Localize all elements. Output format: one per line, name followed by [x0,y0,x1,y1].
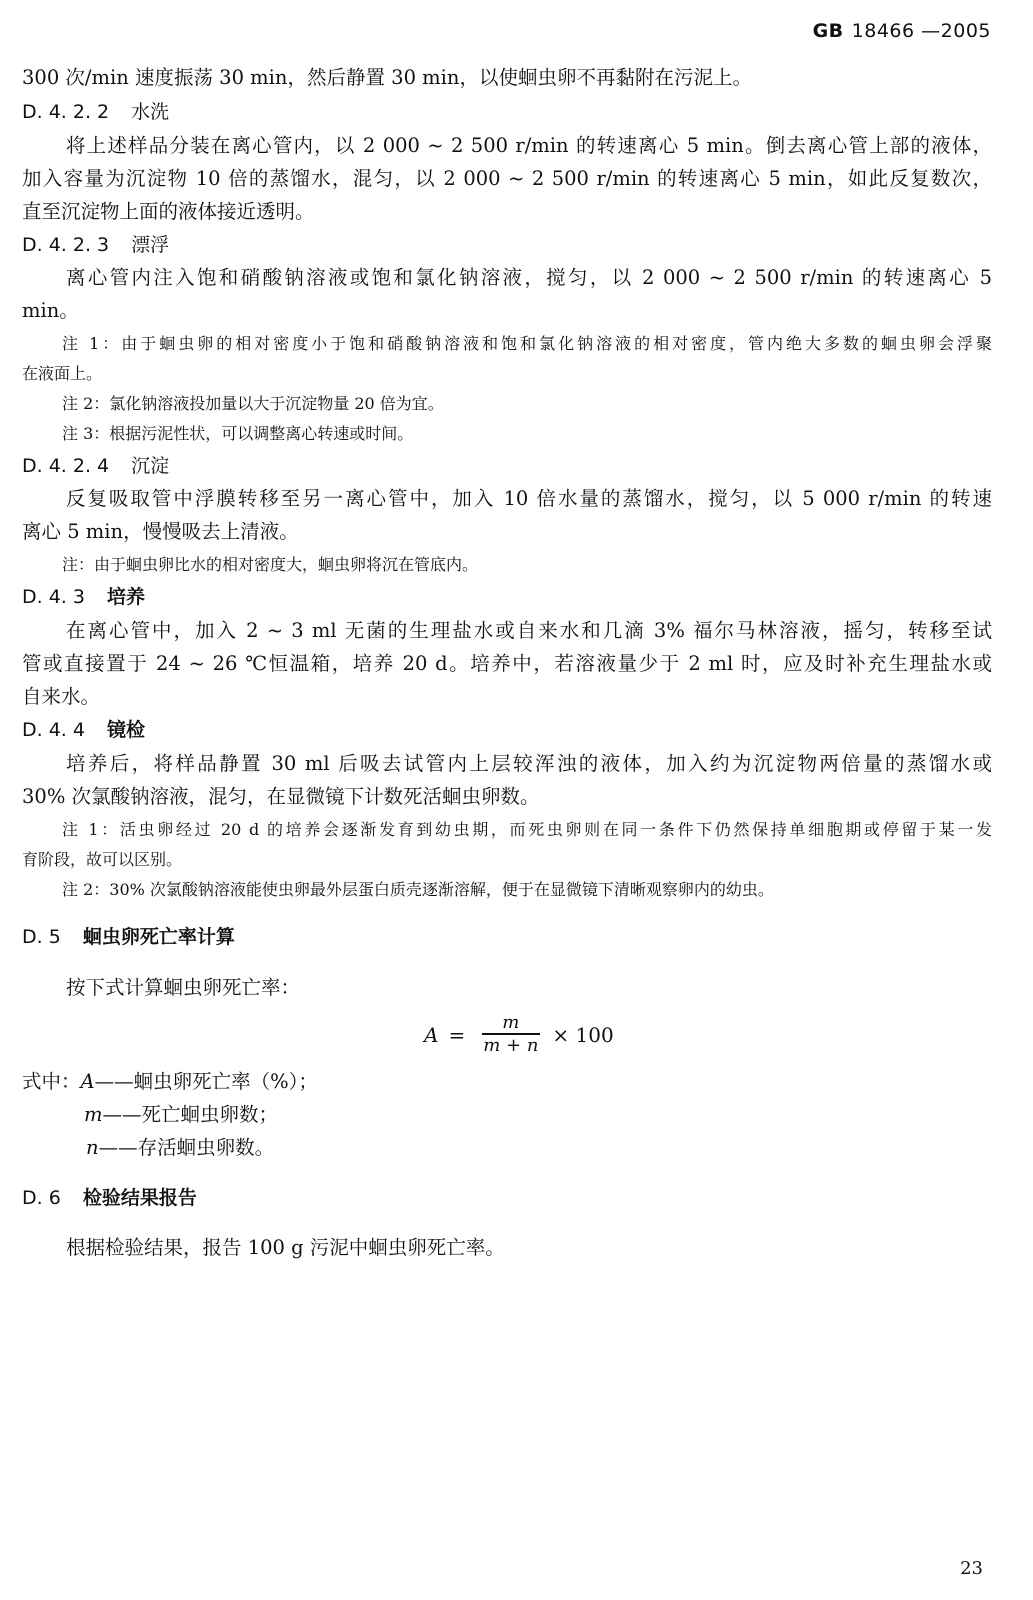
note-line: 注 2：30% 次氯酸钠溶液能使虫卵最外层蛋白质壳逐渐溶解，便于在显微镜下清晰观察卵内的幼虫。 [62,880,774,899]
standard-number [813,20,991,42]
paragraph-line: 管或直接置于 24 ~ 26 ℃恒温箱，培养 20 d。培养中，若溶液量少于 2 ml 时，应及时补充生理盐水或 [22,652,992,675]
formula-numerator: m [502,1012,520,1034]
symbol-a-desc: ——蛔虫卵死亡率（%）； [94,1070,318,1093]
section-number: D. 6 [22,1187,61,1209]
section-number: D. 4. 2. 3 [22,234,110,256]
section-heading-d4-3 [22,585,145,609]
section-title: 漂浮 [131,234,170,256]
paragraph-line: 反复吸取管中浮膜转移至另一离心管中，加入 10 倍水量的蒸馏水，搅匀，以 5 000 r/min 的转速 [66,487,992,510]
symbol-m-desc: ——死亡蛔虫卵数； [102,1103,279,1126]
paragraph-line: 30% 次氯酸钠溶液，混匀，在显微镜下计数死活蛔虫卵数。 [22,785,540,808]
section-title: 沉淀 [131,455,170,477]
note-line: 在液面上。 [22,364,103,383]
formula-equals: = [448,1023,466,1047]
where-line-n [86,1136,274,1160]
note-line: 注 2：氯化钠溶液投加量以大于沉淀物量 20 倍为宜。 [62,394,444,413]
standard-code: 18466 —2005 [851,20,991,42]
note-line: 注：由于蛔虫卵比水的相对密度大，蛔虫卵将沉在管底内。 [62,555,479,574]
paragraph-line: 加入容量为沉淀物 10 倍的蒸馏水，混匀，以 2 000 ~ 2 500 r/min 的转速离心 5 min，如此反复数次， [22,167,992,190]
formula-lhs: A [424,1023,439,1047]
section-number: D. 4. 2. 4 [22,455,110,477]
section-heading-d4-4 [22,718,145,742]
paragraph-line: 自来水。 [22,685,101,708]
section-number: D. 4. 4 [22,719,85,741]
where-line-m [84,1103,278,1127]
paragraph-line: 培养后，将样品静置 30 ml 后吸去试管内上层较浑浊的液体，加入约为沉淀物两倍量的蒸馏水或 [66,752,992,775]
note-line: 育阶段，故可以区别。 [22,850,183,869]
formula-fraction [479,1013,542,1057]
symbol-n-desc: ——存活蛔虫卵数。 [98,1136,275,1159]
note-line: 注 1：由于蛔虫卵的相对密度小于饱和硝酸钠溶液和饱和氯化钠溶液的相对密度，管内绝大多数的蛔虫卵会浮聚 [62,334,992,353]
paragraph-line: 根据检验结果，报告 100 g 污泥中蛔虫卵死亡率。 [66,1236,505,1259]
standard-prefix: GB [812,20,844,42]
symbol-m: m [84,1103,103,1126]
section-title: 镜检 [106,719,145,741]
paragraph-line: 将上述样品分装在离心管内，以 2 000 ~ 2 500 r/min 的转速离心 5 min。倒去离心管上部的液体， [66,134,992,157]
paragraph-line: 离心 5 min，慢慢吸去上清液。 [22,520,299,543]
where-line-a [22,1070,318,1094]
formula-multiplier: × 100 [552,1023,614,1047]
symbol-n: n [86,1136,99,1159]
section-heading-d4-2-2 [22,100,169,124]
section-title: 培养 [106,586,145,608]
symbol-a: A [80,1070,95,1093]
paragraph-line: 在离心管中，加入 2 ~ 3 ml 无菌的生理盐水或自来水和几滴 3% 福尔马林溶液，摇匀，转移至试 [66,619,992,642]
section-number: D. 4. 2. 2 [22,101,110,123]
paragraph-line: 按下式计算蛔虫卵死亡率： [66,976,301,999]
section-number: D. 5 [22,926,61,948]
note-line: 注 1：活虫卵经过 20 d 的培养会逐渐发育到幼虫期，而死虫卵则在同一条件下仍然保持单细胞期或停留于某一发 [62,820,992,839]
section-number: D. 4. 3 [22,586,85,608]
section-heading-d4-2-3 [22,233,169,257]
paragraph-line: 300 次/min 速度振荡 30 min，然后静置 30 min，以使蛔虫卵不再黏附在污泥上。 [22,66,752,89]
paragraph-line: 直至沉淀物上面的液体接近透明。 [22,200,315,223]
section-title: 水洗 [131,101,170,123]
section-title: 检验结果报告 [82,1187,197,1209]
paragraph-line: 离心管内注入饱和硝酸钠溶液或饱和氯化钠溶液，搅匀，以 2 000 ~ 2 500 r/min 的转速离心 5 [66,266,992,289]
section-heading-d6 [22,1186,197,1210]
formula-denominator: m + n [483,1034,539,1056]
section-title: 蛔虫卵死亡率计算 [82,926,235,948]
where-prefix: 式中： [22,1070,81,1093]
page-number: 23 [960,1558,983,1579]
note-line: 注 3：根据污泥性状，可以调整离心转速或时间。 [62,424,414,443]
section-heading-d5 [22,925,235,949]
paragraph-line: min。 [22,299,79,322]
section-heading-d4-2-4 [22,454,169,478]
mortality-formula [424,1012,614,1058]
